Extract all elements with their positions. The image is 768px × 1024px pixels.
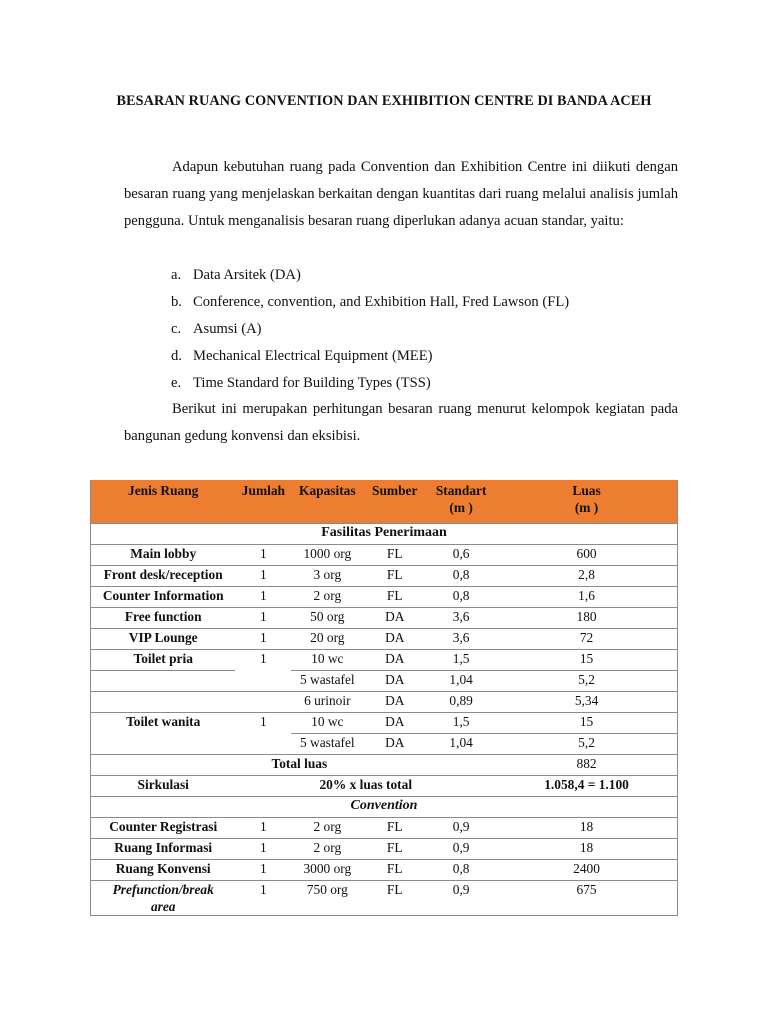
header-sumber: Sumber <box>363 480 426 524</box>
table-cell: 1,6 <box>496 587 677 608</box>
table-cell: 1,5 <box>426 650 496 671</box>
sirkulasi-value: 1.058,4 = 1.100 <box>496 776 677 797</box>
table-cell: Free function <box>91 608 236 629</box>
table-cell: 1 <box>235 818 291 839</box>
table-cell: FL <box>363 587 426 608</box>
table-cell: 1 <box>235 566 291 587</box>
table-cell: Counter Registrasi <box>91 818 236 839</box>
table-cell: 2400 <box>496 860 677 881</box>
table-cell: 1 <box>260 651 267 666</box>
table-cell: Toilet wanita <box>91 713 236 734</box>
table-cell: Ruang Konvensi <box>91 860 236 881</box>
table-cell: 50 org <box>291 608 363 629</box>
list-item: c. Asumsi (A) <box>171 321 262 337</box>
total-label: Total luas <box>235 755 363 776</box>
table-cell: 5 wastafel <box>291 671 363 692</box>
table-cell <box>426 755 496 776</box>
table-cell: 18 <box>496 839 677 860</box>
list-item: e. Time Standard for Building Types (TSS) <box>171 375 431 391</box>
table-row <box>91 671 678 692</box>
table-cell: 0,8 <box>426 566 496 587</box>
space-requirement-table <box>90 480 678 916</box>
table-row <box>91 692 678 713</box>
total-value: 882 <box>496 755 677 776</box>
table-cell: 0,9 <box>426 839 496 860</box>
table-cell: 20 org <box>291 629 363 650</box>
table-row <box>91 818 678 839</box>
table-cell: 1 <box>235 545 291 566</box>
table-cell: Ruang Informasi <box>91 839 236 860</box>
header-standart: Standart (m ) <box>426 480 496 524</box>
table-cell: VIP Lounge <box>91 629 236 650</box>
table-cell: DA <box>363 629 426 650</box>
table-cell: 675 <box>496 881 677 916</box>
list-item: d. Mechanical Electrical Equipment (MEE) <box>171 348 433 364</box>
table-cell: Convention <box>91 797 678 818</box>
table-row <box>91 839 678 860</box>
table-cell <box>91 734 236 755</box>
table-cell: 1 <box>235 860 291 881</box>
table-cell: FL <box>363 545 426 566</box>
table-cell: 0,6 <box>426 545 496 566</box>
table-cell: FL <box>363 839 426 860</box>
table-cell <box>235 671 291 692</box>
table-cell: 2,8 <box>496 566 677 587</box>
total-row <box>91 755 678 776</box>
table-cell: FL <box>363 860 426 881</box>
header-luas: Luas (m ) <box>496 480 677 524</box>
table-cell: 5,2 <box>496 671 677 692</box>
table-cell: Counter Information <box>91 587 236 608</box>
table-row <box>91 545 678 566</box>
list-item: a. Data Arsitek (DA) <box>171 267 301 283</box>
intro-paragraph: Adapun kebutuhan ruang pada Convention dan Exhibition Centre ini diikuti dengan besaran ruang yang menjelaskan berkaitan dengan kuantitas dari ruang melalui analisis jumlah pengguna. Untuk menganalisis besaran ruang diperlukan adanya acuan standar, yaitu: <box>124 159 678 229</box>
table-cell: 3,6 <box>426 629 496 650</box>
table-cell <box>91 692 236 713</box>
table-cell: 1 <box>235 629 291 650</box>
table-row <box>91 629 678 650</box>
table-cell: FL <box>363 818 426 839</box>
table-cell: 2 org <box>291 587 363 608</box>
closing-paragraph: Berikut ini merupakan perhitungan besaran ruang menurut kelompok kegiatan pada bangunan gedung konvensi dan eksibisi. <box>124 401 678 444</box>
table-cell: 1 <box>235 608 291 629</box>
table-cell: FL <box>363 566 426 587</box>
table-cell: 750 org <box>291 881 363 916</box>
table-cell: 0,89 <box>426 692 496 713</box>
table-cell: 1000 org <box>291 545 363 566</box>
header-kapasitas: Kapasitas <box>291 480 363 524</box>
table-cell: 600 <box>496 545 677 566</box>
table-cell <box>363 755 426 776</box>
table-cell: DA <box>363 608 426 629</box>
section-row <box>91 797 678 818</box>
table-cell: FL <box>363 881 426 916</box>
table-cell: 0,9 <box>426 881 496 916</box>
table-row <box>91 860 678 881</box>
table-cell: 180 <box>496 608 677 629</box>
table-cell: DA <box>363 713 426 734</box>
table-row <box>91 608 678 629</box>
table-cell: DA <box>363 671 426 692</box>
table-cell: 18 <box>496 818 677 839</box>
sirkulasi-formula: 20% x luas total <box>235 776 496 797</box>
table-cell: 15 <box>496 650 677 671</box>
table-cell: 2 org <box>291 818 363 839</box>
header-jumlah: Jumlah <box>235 480 291 524</box>
header-jenis: Jenis Ruang <box>91 480 236 524</box>
table-cell: 1 <box>235 839 291 860</box>
section-row <box>91 524 678 545</box>
source-list <box>171 262 569 397</box>
table-cell: 3 org <box>291 566 363 587</box>
table-cell <box>235 692 291 713</box>
page-title: BESARAN RUANG CONVENTION DAN EXHIBITION CENTRE DI BANDA ACEH <box>116 93 652 109</box>
table-row <box>91 650 678 671</box>
table-cell: Main lobby <box>91 545 236 566</box>
table-cell: Fasilitas Penerimaan <box>91 524 678 545</box>
table-cell: 10 wc <box>291 713 363 734</box>
table-cell: 1,5 <box>426 713 496 734</box>
table-row <box>91 566 678 587</box>
table-row <box>91 734 678 755</box>
table-cell: 2 org <box>291 839 363 860</box>
table-row <box>91 713 678 734</box>
table-cell: 72 <box>496 629 677 650</box>
table-cell: 10 wc <box>291 650 363 671</box>
table-header-row <box>91 480 678 524</box>
table-cell: 0,9 <box>426 818 496 839</box>
table-cell: 5 wastafel <box>291 734 363 755</box>
table-cell: 1,04 <box>426 734 496 755</box>
table-cell: 15 <box>496 713 677 734</box>
table-cell <box>91 671 236 692</box>
list-item: b. Conference, convention, and Exhibition Hall, Fred Lawson (FL) <box>171 294 570 310</box>
table-cell: Prefunction/break area <box>91 881 236 916</box>
sirkulasi-row <box>91 776 678 797</box>
table-cell: 1 <box>235 881 291 916</box>
table-cell: 3000 org <box>291 860 363 881</box>
table-cell: 1 <box>235 587 291 608</box>
table-cell: Toilet pria <box>91 650 236 671</box>
table-cell: 3,6 <box>426 608 496 629</box>
table-cell: 0,8 <box>426 587 496 608</box>
table-cell: 5,2 <box>496 734 677 755</box>
table-cell <box>91 755 236 776</box>
sirkulasi-label: Sirkulasi <box>91 776 236 797</box>
table-row <box>91 881 678 916</box>
table-cell: Front desk/reception <box>91 566 236 587</box>
table-cell <box>235 734 291 755</box>
table-cell: 1,04 <box>426 671 496 692</box>
table-cell: DA <box>363 734 426 755</box>
table-cell: DA <box>363 692 426 713</box>
table-cell: 1 <box>260 714 267 729</box>
table-cell: DA <box>363 650 426 671</box>
table-cell: 6 urinoir <box>291 692 363 713</box>
table-cell: 0,8 <box>426 860 496 881</box>
table-row <box>91 587 678 608</box>
table-cell: 5,34 <box>496 692 677 713</box>
